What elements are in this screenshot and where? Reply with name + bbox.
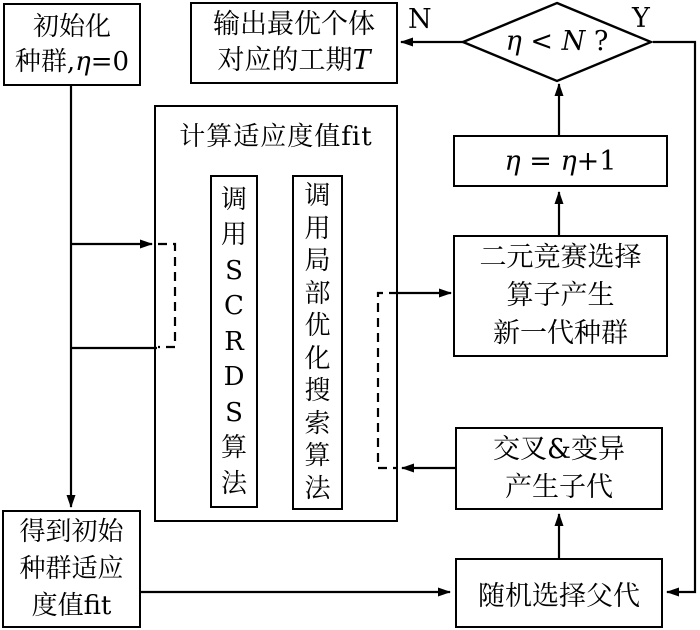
- text-line: 度值fit: [31, 590, 112, 621]
- scrds-algorithm-box: [210, 175, 258, 508]
- vertical-char: S: [225, 255, 243, 286]
- vertical-char: 算: [220, 433, 247, 463]
- text-line: 输出最优个体: [213, 9, 375, 40]
- vertical-char: 法: [220, 468, 247, 499]
- text-line: 对应的工期T: [217, 45, 371, 76]
- text-line: 交叉&变异: [492, 433, 626, 465]
- text-line: 随机选择父代: [478, 580, 640, 612]
- text-line: 二元竞赛选择: [479, 242, 642, 273]
- vertical-char: 化: [304, 343, 331, 374]
- vertical-char: 局: [304, 246, 331, 277]
- text-line: 新一代种群: [493, 318, 628, 349]
- text-line: η = η+1: [504, 145, 617, 177]
- bracket-left-dashed: [158, 244, 175, 347]
- vertical-char: R: [224, 326, 244, 357]
- initial-fitness-box: [2, 510, 141, 628]
- vertical-char: 部: [304, 278, 331, 309]
- branch-label-no: N: [408, 4, 432, 35]
- init-population-box: [3, 3, 141, 86]
- text-line: 算子产生: [506, 280, 615, 311]
- vertical-char: 用: [220, 220, 247, 250]
- tournament-selection-box: [453, 235, 668, 357]
- vertical-char: D: [223, 362, 245, 392]
- vertical-char: S: [225, 397, 243, 428]
- vertical-char: 调: [304, 181, 331, 212]
- output-best-box: [190, 2, 398, 84]
- vertical-char: 用: [304, 213, 331, 244]
- text-line: 种群适应: [19, 553, 124, 584]
- decision-label: [460, 28, 654, 55]
- local-search-algorithm-box: [292, 175, 343, 510]
- vertical-char: 搜: [304, 376, 331, 407]
- fitness-container-label: 计算适应度值fit: [179, 122, 373, 152]
- vertical-char: 法: [304, 473, 331, 504]
- vertical-char: 算: [304, 441, 331, 472]
- text-line: η < N ?: [505, 26, 609, 57]
- increment-eta-box: [453, 135, 668, 187]
- vertical-char: 调: [220, 184, 247, 215]
- vertical-char: 优: [304, 311, 331, 342]
- bracket-right-dashed: [378, 293, 398, 468]
- random-parent-box: [455, 558, 663, 628]
- text-line: 种群,η=0: [14, 46, 130, 77]
- text-line: 初始化: [32, 11, 111, 42]
- vertical-char: 索: [304, 408, 331, 439]
- vertical-char: C: [224, 291, 244, 321]
- branch-label-yes: Y: [632, 3, 650, 34]
- crossover-mutation-box: [455, 427, 663, 510]
- text-line: 产生子代: [505, 471, 613, 503]
- text-line: 得到初始: [19, 516, 124, 547]
